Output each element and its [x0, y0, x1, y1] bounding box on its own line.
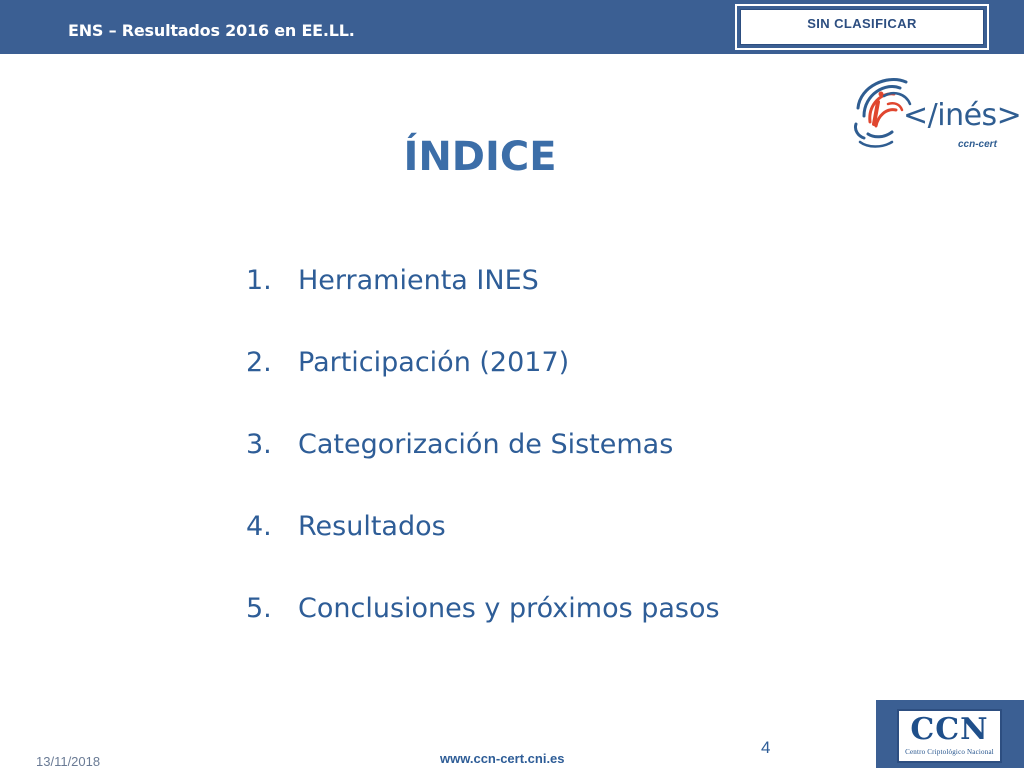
- list-item: [246, 590, 720, 672]
- ccn-logo-letters: CCN: [910, 712, 989, 747]
- list-item-label: Participación (2017): [298, 347, 570, 378]
- presentation-title: ENS – Resultados 2016 en EE.LL.: [68, 21, 355, 40]
- list-item-number: 1.: [246, 265, 272, 296]
- list-item: [246, 508, 720, 590]
- index-list: [246, 262, 720, 672]
- slide-title: ÍNDICE: [403, 134, 557, 180]
- ccn-logo: [897, 709, 1002, 763]
- list-item-number: 4.: [246, 511, 272, 542]
- list-item-label: Conclusiones y próximos pasos: [298, 593, 720, 624]
- list-item: [246, 344, 720, 426]
- list-item-number: 2.: [246, 347, 272, 378]
- list-item-number: 3.: [246, 429, 272, 460]
- footer-date: 13/11/2018: [36, 754, 101, 768]
- footer-url-link[interactable]: www.ccn-cert.cni.es: [440, 751, 565, 766]
- page-number: 4: [761, 738, 771, 757]
- list-item-label: Categorización de Sistemas: [298, 429, 674, 460]
- list-item: [246, 262, 720, 344]
- list-item-number: 5.: [246, 593, 272, 624]
- list-item: [246, 426, 720, 508]
- list-item-label: Resultados: [298, 511, 446, 542]
- classification-box: [735, 4, 989, 50]
- list-item-label: Herramienta INES: [298, 265, 539, 296]
- ines-logo-text: </inés>: [903, 98, 1022, 133]
- header-bar: [0, 0, 1024, 54]
- ccn-logo-subtitle: Centro Criptológico Nacional: [905, 748, 994, 756]
- classification-box-inner: [740, 9, 984, 45]
- classification-label: SIN CLASIFICAR: [807, 16, 917, 31]
- ccn-cert-logo-text: ccn-cert: [958, 139, 997, 150]
